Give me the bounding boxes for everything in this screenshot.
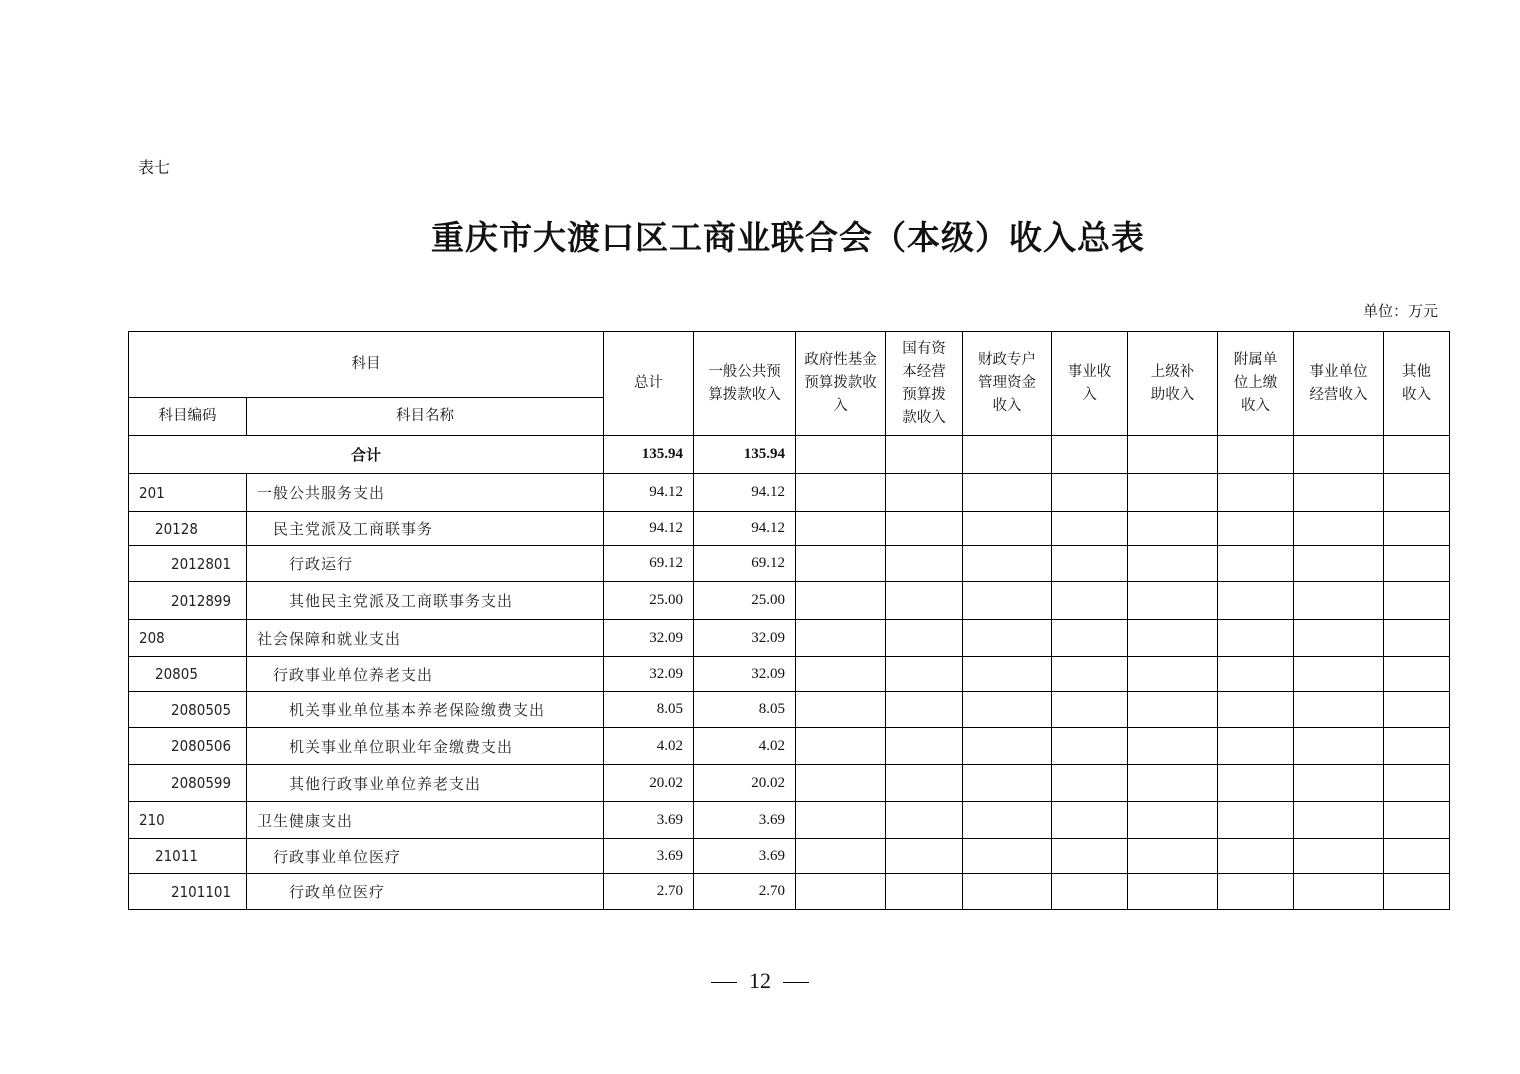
empty-cell [796,546,886,582]
empty-cell [1218,874,1294,910]
subject-name-cell: 其他民主党派及工商联事务支出 [247,582,604,620]
subject-code-cell: 2012801 [129,546,247,582]
table-row [129,657,1450,692]
empty-cell [1384,657,1450,692]
total-cell: 3.69 [604,802,694,839]
general-budget-cell: 69.12 [694,546,796,582]
unit-label: 单位：万元 [1362,302,1438,320]
subject-name-cell: 其他行政事业单位养老支出 [247,765,604,802]
empty-cell [1128,802,1218,839]
income-summary-table [128,331,1450,910]
empty-cell [1128,620,1218,657]
general-budget-cell: 94.12 [694,474,796,512]
subject-name-cell: 机关事业单位基本养老保险缴费支出 [247,692,604,728]
subject-name-cell: 社会保障和就业支出 [247,620,604,657]
empty-cell [886,765,963,802]
general-budget-cell: 32.09 [694,657,796,692]
subject-code-cell: 201 [129,474,247,512]
empty-cell [796,512,886,546]
page-dash-left [711,982,737,983]
empty-cell [1384,839,1450,874]
empty-cell [1128,728,1218,765]
empty-cell [963,874,1052,910]
total-cell: 2.70 [604,874,694,910]
table-row [129,728,1450,765]
table-row [129,765,1450,802]
empty-cell [1052,874,1128,910]
total-cell: 94.12 [604,474,694,512]
empty-cell [1294,512,1384,546]
empty-cell [1218,546,1294,582]
total-cell: 25.00 [604,582,694,620]
empty-cell [1218,839,1294,874]
empty-cell [963,474,1052,512]
empty-cell [1128,692,1218,728]
table-row [129,802,1450,839]
empty-cell [963,765,1052,802]
empty-cell [1218,765,1294,802]
empty-cell [1294,620,1384,657]
subject-code-cell: 20805 [129,657,247,692]
general-budget-cell: 8.05 [694,692,796,728]
empty-cell [1218,620,1294,657]
empty-cell [886,657,963,692]
empty-cell [1384,765,1450,802]
empty-cell [1384,728,1450,765]
table-row [129,474,1450,512]
empty-cell [1052,692,1128,728]
empty-cell [1218,474,1294,512]
empty-cell [796,728,886,765]
page-dash-right [783,982,809,983]
subject-name-cell: 行政事业单位医疗 [247,839,604,874]
empty-cell [1294,765,1384,802]
header-superior-subsidy: 上级补助收入 [1128,332,1218,436]
empty-cell [796,839,886,874]
empty-cell [963,802,1052,839]
empty-cell [1052,728,1128,765]
subject-name-cell: 行政事业单位养老支出 [247,657,604,692]
empty-cell [1218,582,1294,620]
total-total: 135.94 [604,436,694,474]
subject-code-cell: 21011 [129,839,247,874]
total-cell: 3.69 [604,839,694,874]
empty-cell [963,546,1052,582]
header-business-operation: 事业单位经营收入 [1294,332,1384,436]
empty-cell [963,620,1052,657]
empty-cell [1384,474,1450,512]
total-cell: 4.02 [604,728,694,765]
general-budget-cell: 3.69 [694,802,796,839]
page-title: 重庆市大渡口区工商业联合会（本级）收入总表 [431,218,1145,257]
subject-code-cell: 2080505 [129,692,247,728]
empty-cell [1384,692,1450,728]
general-budget-cell: 94.12 [694,512,796,546]
empty-cell [1128,474,1218,512]
empty-cell [796,692,886,728]
subject-name-cell: 行政单位医疗 [247,874,604,910]
empty-cell [1128,582,1218,620]
total-cell: 20.02 [604,765,694,802]
empty-cell [1128,839,1218,874]
header-subject-name: 科目名称 [247,398,604,436]
subject-code-cell: 208 [129,620,247,657]
empty-cell [963,512,1052,546]
empty-cell [1218,692,1294,728]
empty-cell [1384,802,1450,839]
table-row [129,620,1450,657]
general-budget-cell: 3.69 [694,839,796,874]
empty-cell [1294,582,1384,620]
empty-cell [1294,692,1384,728]
empty-cell [886,728,963,765]
empty-cell [1294,802,1384,839]
empty-cell [1128,874,1218,910]
subject-code-cell: 2012899 [129,582,247,620]
empty-cell [886,620,963,657]
empty-cell [1128,765,1218,802]
empty-cell [796,474,886,512]
header-total: 总计 [604,332,694,436]
subject-name-cell: 一般公共服务支出 [247,474,604,512]
empty-cell [963,728,1052,765]
total-cell: 8.05 [604,692,694,728]
empty-cell [886,474,963,512]
empty-cell [1294,657,1384,692]
empty-cell [1052,765,1128,802]
subject-code-cell: 2101101 [129,874,247,910]
header-fiscal-special: 财政专户管理资金收入 [963,332,1052,436]
subject-code-cell: 2080506 [129,728,247,765]
header-business-income: 事业收入 [1052,332,1128,436]
empty-cell [796,802,886,839]
empty-cell [1384,582,1450,620]
subject-name-cell: 机关事业单位职业年金缴费支出 [247,728,604,765]
empty-cell [1052,620,1128,657]
empty-cell [963,839,1052,874]
empty-cell [1218,512,1294,546]
table-row [129,512,1450,546]
header-general-budget: 一般公共预算拨款收入 [694,332,796,436]
total-cell: 32.09 [604,620,694,657]
empty-cell [886,692,963,728]
empty-cell [886,546,963,582]
empty-cell [796,620,886,657]
general-budget-cell: 25.00 [694,582,796,620]
table-row [129,546,1450,582]
header-other-income: 其他收入 [1384,332,1450,436]
empty-cell [796,582,886,620]
empty-cell [886,874,963,910]
general-budget-cell: 20.02 [694,765,796,802]
empty-cell [886,582,963,620]
empty-cell [1052,512,1128,546]
empty-cell [1384,620,1450,657]
empty-cell [1218,802,1294,839]
total-cell: 94.12 [604,512,694,546]
table-label: 表七 [138,158,171,177]
table-row [129,874,1450,910]
empty-cell [1128,512,1218,546]
table-row [129,692,1450,728]
page-number-value: 12 [749,968,771,993]
empty-cell [1294,546,1384,582]
empty-cell [1052,657,1128,692]
total-label: 合计 [129,436,604,474]
empty-cell [1052,802,1128,839]
general-budget-cell: 32.09 [694,620,796,657]
total-general-budget: 135.94 [694,436,796,474]
empty-cell [886,512,963,546]
general-budget-cell: 2.70 [694,874,796,910]
empty-cell [1052,474,1128,512]
subject-code-cell: 2080599 [129,765,247,802]
total-cell: 69.12 [604,546,694,582]
subject-code-cell: 210 [129,802,247,839]
subject-name-cell: 民主党派及工商联事务 [247,512,604,546]
empty-cell [1052,839,1128,874]
general-budget-cell: 4.02 [694,728,796,765]
total-row [129,436,1450,474]
table-row [129,839,1450,874]
subject-name-cell: 行政运行 [247,546,604,582]
header-subject-code: 科目编码 [129,398,247,436]
empty-cell [886,802,963,839]
empty-cell [1384,512,1450,546]
empty-cell [1128,657,1218,692]
empty-cell [963,657,1052,692]
empty-cell [1294,474,1384,512]
empty-cell [1052,546,1128,582]
empty-cell [1384,874,1450,910]
empty-cell [1294,728,1384,765]
empty-cell [1052,582,1128,620]
header-state-capital: 国有资本经营预算拨款收入 [886,332,963,436]
header-gov-fund: 政府性基金预算拨款收入 [796,332,886,436]
subject-code-cell: 20128 [129,512,247,546]
empty-cell [1128,546,1218,582]
table-row [129,582,1450,620]
empty-cell [1384,546,1450,582]
empty-cell [963,692,1052,728]
page-number [0,968,1520,994]
empty-cell [1218,657,1294,692]
total-cell: 32.09 [604,657,694,692]
empty-cell [1294,874,1384,910]
subject-name-cell: 卫生健康支出 [247,802,604,839]
header-affiliated-payment: 附属单位上缴收入 [1218,332,1294,436]
empty-cell [1294,839,1384,874]
empty-cell [796,765,886,802]
empty-cell [963,582,1052,620]
empty-cell [796,874,886,910]
empty-cell [1218,728,1294,765]
empty-cell [796,657,886,692]
header-subject: 科目 [129,332,604,398]
empty-cell [886,839,963,874]
